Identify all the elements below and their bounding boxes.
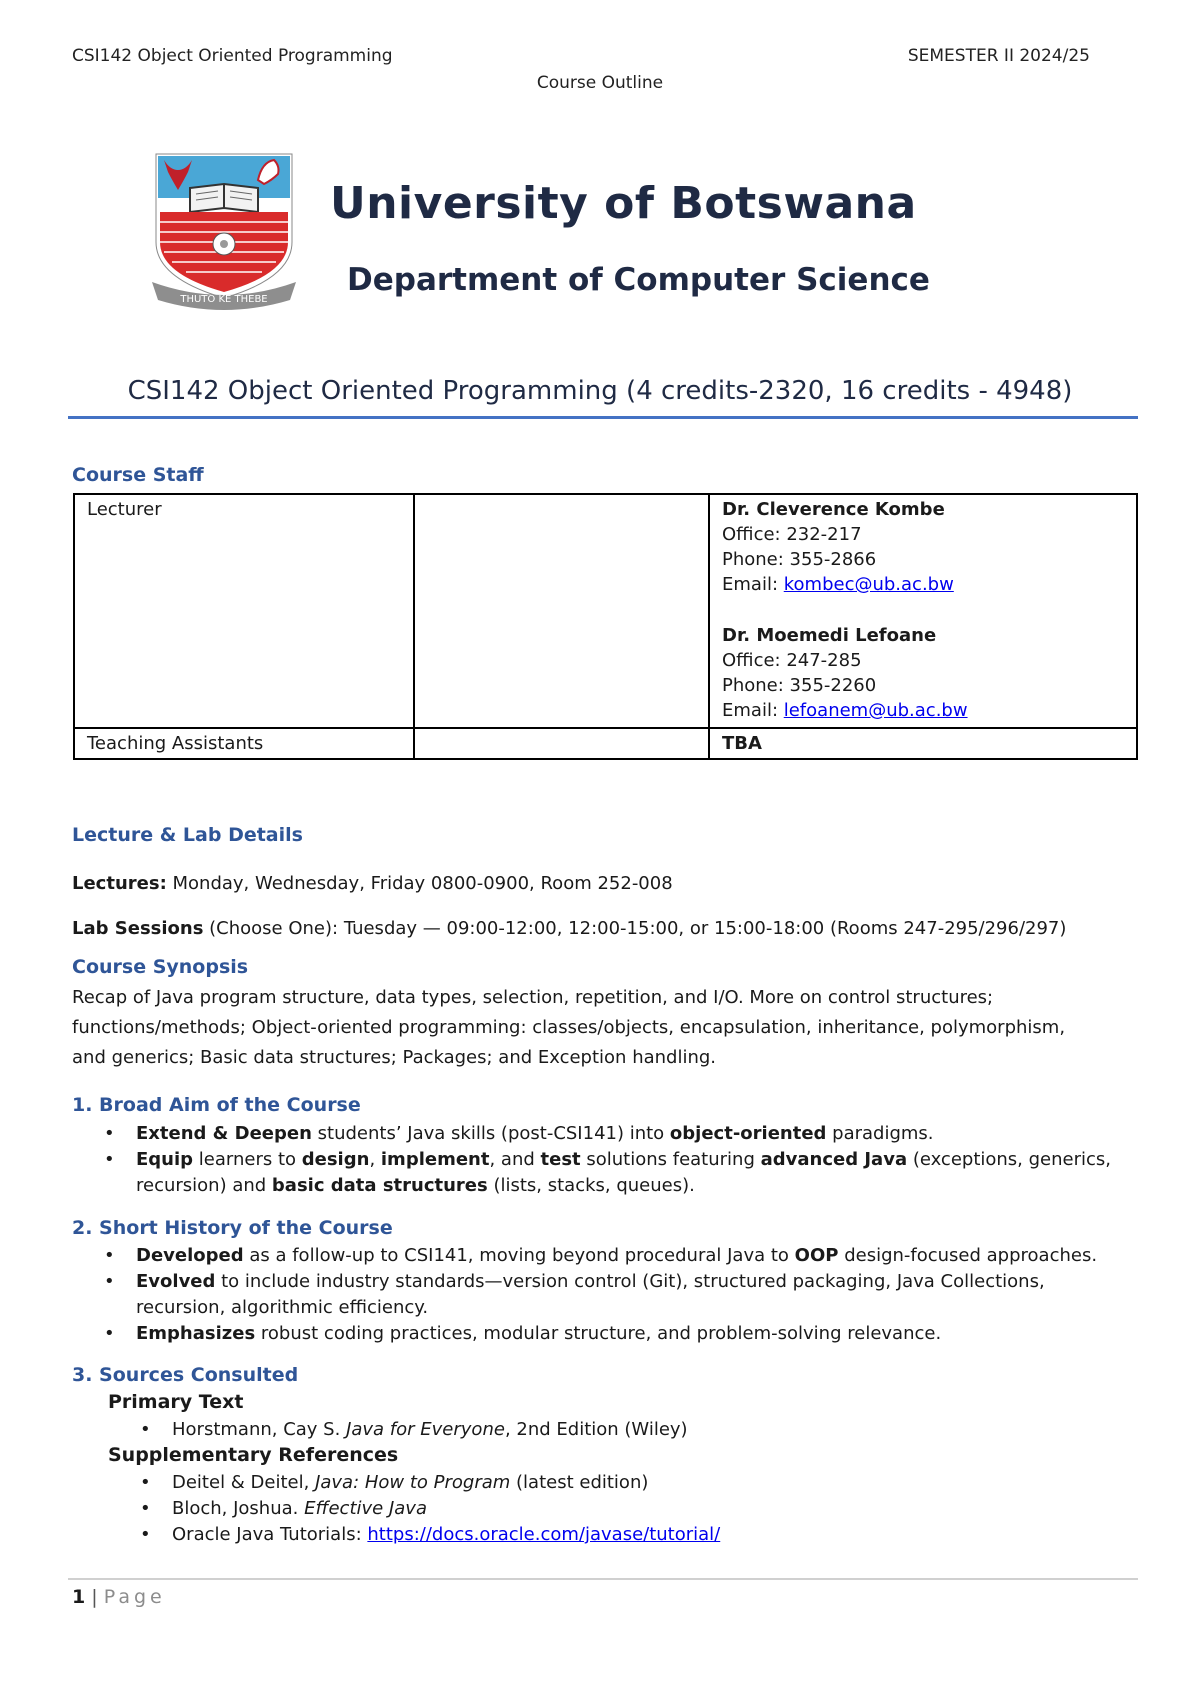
supplementary-references-label: Supplementary References xyxy=(108,1444,399,1466)
list-item: • Equip learners to design, implement, and test solutions featuring advanced Java (exceptions, generics, recursion) and basic data structures (lists, stacks, queues). xyxy=(104,1149,1112,1196)
lecturer-phone: Phone: 355-2866 xyxy=(722,549,877,570)
svg-text:THUTO KE THEBE: THUTO KE THEBE xyxy=(180,294,268,305)
lecturer-name: Dr. Cleverence Kombe xyxy=(722,499,945,520)
supplementary-references-list xyxy=(108,1470,1108,1548)
oracle-tutorials-link[interactable]: https://docs.oracle.com/javase/tutorial/ xyxy=(367,1524,721,1545)
table-row xyxy=(74,728,1137,759)
list-item: • Extend & Deepen students’ Java skills (post-CSI141) into object-oriented paradigms. xyxy=(104,1123,934,1144)
page-footer: 1 | Page xyxy=(72,1586,166,1608)
list-item: • Evolved to include industry standards—version control (Git), structured packaging, Java Collections, recursion, algorithmic efficiency. xyxy=(104,1271,1045,1318)
table-row xyxy=(74,494,1137,728)
page-number: 1 xyxy=(72,1586,86,1608)
lecturer-name: Dr. Moemedi Lefoane xyxy=(722,625,937,646)
lecturer-details-cell xyxy=(709,494,1137,728)
list-item: • Oracle Java Tutorials: https://docs.oracle.com/javase/tutorial/ xyxy=(140,1524,721,1545)
lecturer-email-link[interactable]: kombec@ub.ac.bw xyxy=(783,574,954,595)
course-title: CSI142 Object Oriented Programming (4 credits-2320, 16 credits - 4948) xyxy=(127,376,1073,406)
lectures-line: Lectures: Monday, Wednesday, Friday 0800-0900, Room 252-008 xyxy=(72,873,673,894)
book-icon xyxy=(190,184,258,212)
lecturer-email-link[interactable]: lefoanem@ub.ac.bw xyxy=(783,700,968,721)
list-item: • Developed as a follow-up to CSI141, moving beyond procedural Java to OOP design-focused approaches. xyxy=(104,1245,1098,1266)
list-item: • Horstmann, Cay S. Java for Everyone, 2nd Edition (Wiley) xyxy=(140,1419,688,1440)
lecturer-office: Office: 247-285 xyxy=(722,650,862,671)
ta-value-cell: TBA xyxy=(709,728,1137,759)
empty-cell xyxy=(414,494,709,728)
lecturer-phone: Phone: 355-2260 xyxy=(722,675,877,696)
course-staff-heading: Course Staff xyxy=(72,464,204,486)
lecture-lab-heading: Lecture & Lab Details xyxy=(72,824,303,846)
broad-aim-list xyxy=(72,1121,1142,1199)
title-divider xyxy=(68,416,1138,419)
list-item: • Deitel & Deitel, Java: How to Program (latest edition) xyxy=(140,1472,649,1493)
broad-aim-heading: 1. Broad Aim of the Course xyxy=(72,1094,361,1116)
sources-heading: 3. Sources Consulted xyxy=(72,1364,299,1386)
lecturer-label-cell: Lecturer xyxy=(74,494,414,728)
flower-emblem-icon xyxy=(213,233,235,255)
course-staff-table xyxy=(73,493,1138,760)
footer-divider xyxy=(68,1578,1138,1580)
header-semester: SEMESTER II 2024/25 xyxy=(907,46,1090,66)
empty-cell xyxy=(414,728,709,759)
university-crest-logo xyxy=(150,150,298,312)
lecturer-office: Office: 232-217 xyxy=(722,524,862,545)
header-document-type: Course Outline xyxy=(536,73,664,93)
lecturer-email-line: Email: kombec@ub.ac.bw xyxy=(722,574,954,595)
page-label: Page xyxy=(103,1586,166,1608)
ta-label-cell: Teaching Assistants xyxy=(74,728,414,759)
primary-text-label: Primary Text xyxy=(108,1391,244,1413)
university-name: University of Botswana xyxy=(330,178,917,229)
history-list xyxy=(72,1243,1112,1347)
list-item: • Emphasizes robust coding practices, modular structure, and problem-solving relevance. xyxy=(104,1323,942,1344)
department-name: Department of Computer Science xyxy=(347,262,930,298)
list-item: • Bloch, Joshua. Effective Java xyxy=(140,1498,427,1519)
synopsis-heading: Course Synopsis xyxy=(72,956,249,978)
synopsis-text: Recap of Java program structure, data types, selection, repetition, and I/O. More on control structures; functions/methods; Object-oriented programming: classes/objects, encapsulation, inheritance, polymorphism, and generics; Basic data structures; Packages; and Exception handling. xyxy=(72,987,1066,1068)
primary-text-list xyxy=(108,1417,1108,1443)
header-course-name: CSI142 Object Oriented Programming xyxy=(72,46,393,66)
history-heading: 2. Short History of the Course xyxy=(72,1217,393,1239)
lab-sessions-line: Lab Sessions (Choose One): Tuesday — 09:00-12:00, 12:00-15:00, or 15:00-18:00 (Rooms 247-295/296/297) xyxy=(72,918,1067,939)
lecturer-email-line: Email: lefoanem@ub.ac.bw xyxy=(722,700,968,721)
